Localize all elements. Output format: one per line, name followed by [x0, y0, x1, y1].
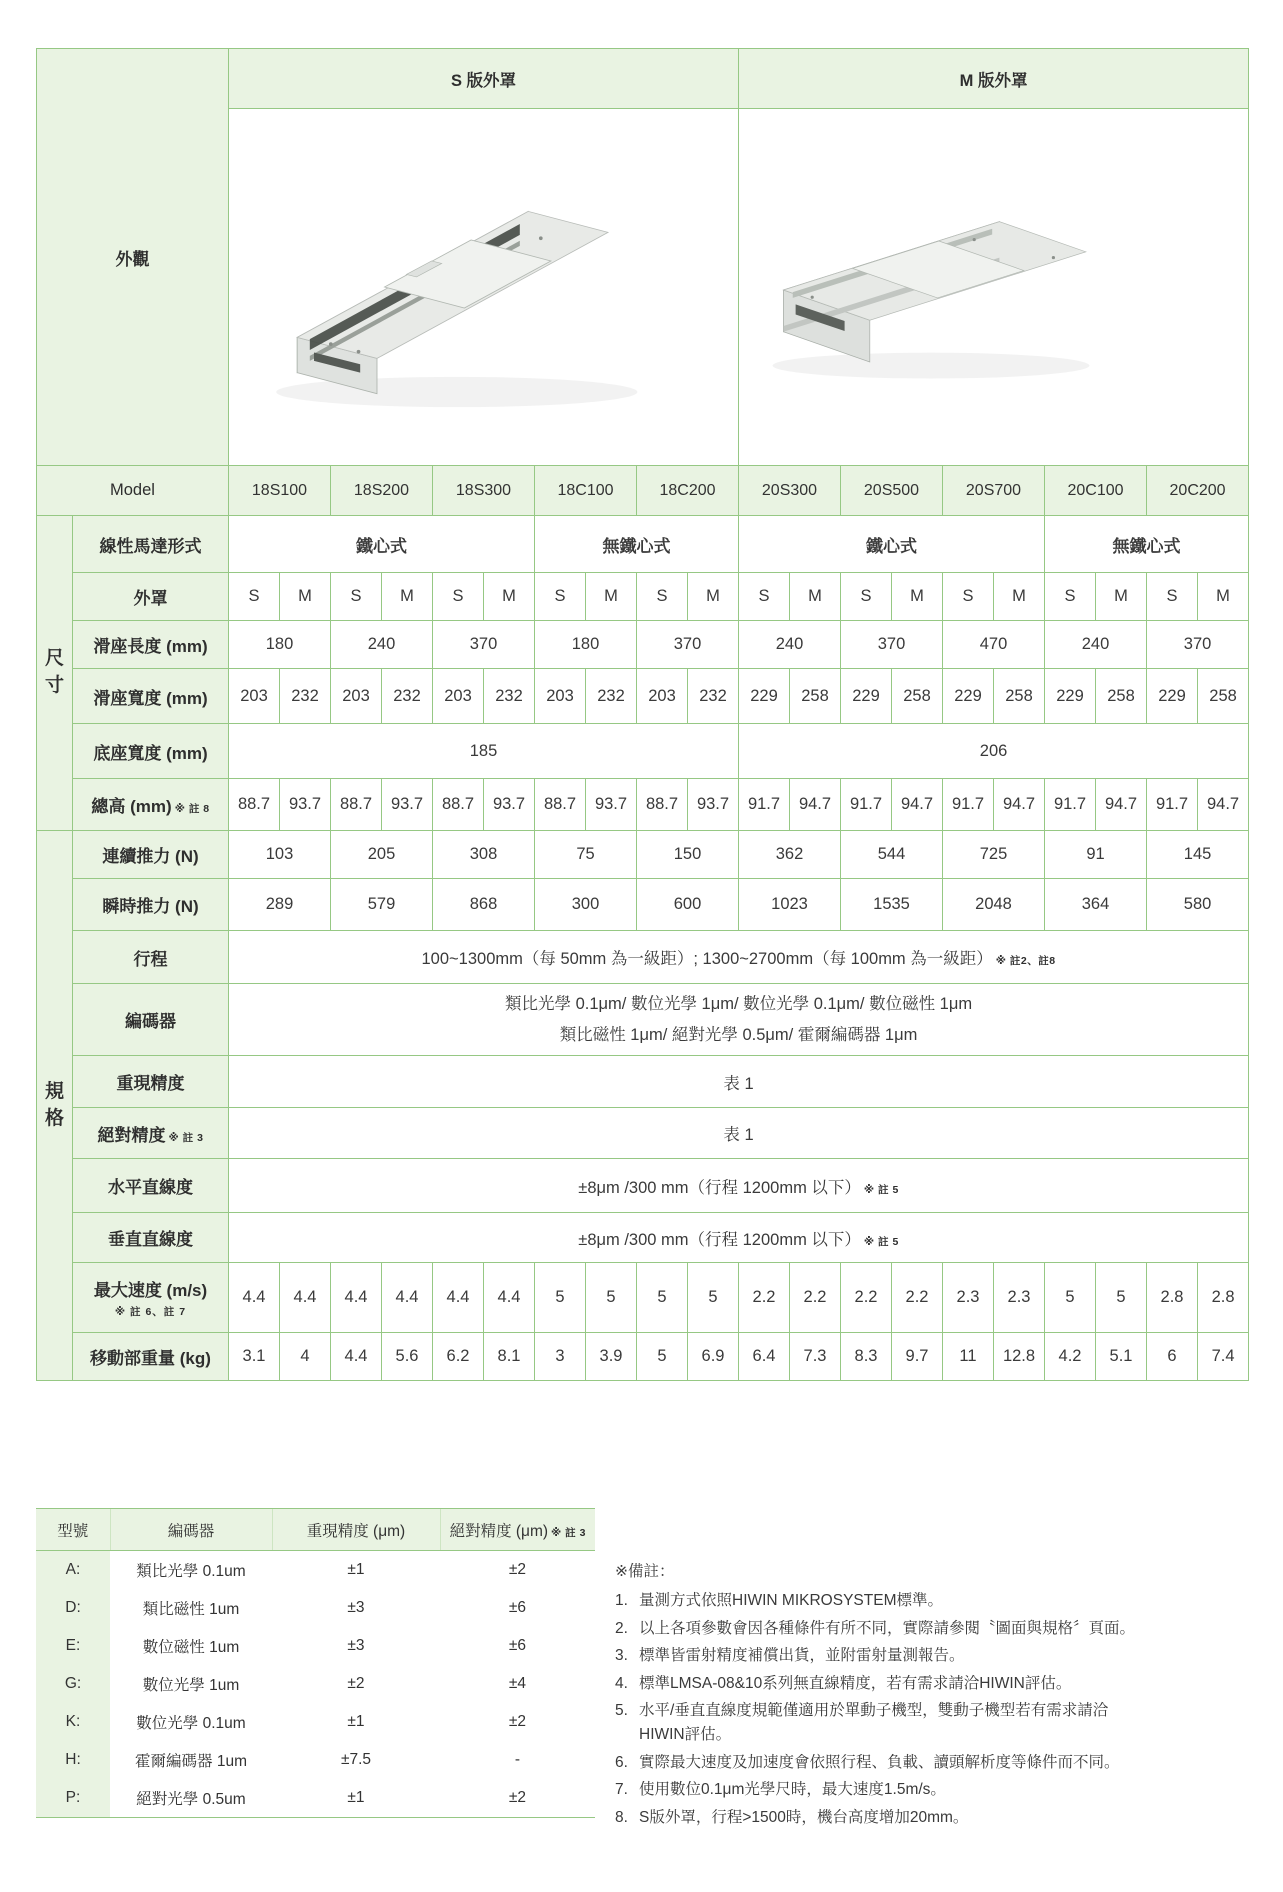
group-dimensions: 尺 寸 — [37, 516, 73, 831]
cell-slider_width-8: 203 — [637, 669, 688, 724]
encoder-table-header-note-3: ※ 註 3 — [551, 1526, 586, 1539]
cell-cover-1: M — [280, 573, 331, 621]
note-number-2: 2. — [615, 1619, 628, 1637]
cell-cover-16: S — [1045, 573, 1096, 621]
cell-max_speed-6: 5 — [535, 1263, 586, 1333]
cell-continuous_force-7: 725 — [943, 831, 1045, 879]
cell-max_speed-14: 2.3 — [943, 1263, 994, 1333]
cell-total_height-18: 91.7 — [1147, 779, 1198, 831]
cell-max_speed-8: 5 — [637, 1263, 688, 1333]
cell-slider_width-1: 232 — [280, 669, 331, 724]
row-label-encoder — [73, 984, 229, 1056]
cell-vertical_straightness-note: ※ 註 5 — [863, 1235, 899, 1248]
cell-slider_width-14: 229 — [943, 669, 994, 724]
cell-cover-18: S — [1147, 573, 1198, 621]
encoder-cell-5-3: - — [440, 1741, 595, 1779]
cell-moving_weight-6: 3 — [535, 1333, 586, 1381]
row-label-stroke — [73, 931, 229, 984]
cell-instant_force-5: 1023 — [739, 879, 841, 931]
cell-max_speed-3: 4.4 — [382, 1263, 433, 1333]
s-cover-product-image — [251, 122, 671, 452]
cell-moving_weight-3: 5.6 — [382, 1333, 433, 1381]
cell-moving_weight-16: 4.2 — [1045, 1333, 1096, 1381]
encoder-cell-4-2: ±1 — [272, 1703, 440, 1741]
cell-encoder-line-0: 類比光學 0.1μm/ 數位光學 1μm/ 數位光學 0.1μm/ 數位磁性 1μm — [505, 994, 973, 1013]
cell-total_height-8: 88.7 — [637, 779, 688, 831]
cell-max_speed-10: 2.2 — [739, 1263, 790, 1333]
cell-cover-7: M — [586, 573, 637, 621]
cell-total_height-9: 93.7 — [688, 779, 739, 831]
cell-slider_length-6: 370 — [841, 621, 943, 669]
note-number-6: 6. — [615, 1753, 628, 1771]
cell-cover-12: S — [841, 573, 892, 621]
cell-slider_width-19: 258 — [1198, 669, 1249, 724]
cell-stroke — [229, 931, 1249, 984]
cell-cover-11: M — [790, 573, 841, 621]
row-label-text-absolute_accuracy: 絕對精度 — [97, 1125, 166, 1145]
encoder-table-header-label-1: 編碼器 — [167, 1522, 215, 1540]
encoder-table-row-3 — [36, 1665, 595, 1703]
cell-slider_length-4: 370 — [637, 621, 739, 669]
model-label: Model — [37, 466, 229, 516]
s-cover-product-photo — [229, 109, 739, 466]
encoder-cell-0-3: ±2 — [440, 1551, 595, 1590]
cell-slider_width-0: 203 — [229, 669, 280, 724]
note-number-4: 4. — [615, 1674, 628, 1692]
cell-slider_width-10: 229 — [739, 669, 790, 724]
cell-moving_weight-14: 11 — [943, 1333, 994, 1381]
encoder-cell-6-0: P: — [36, 1779, 110, 1818]
row-label-text-instant_force: 瞬時推力 (N) — [102, 897, 199, 916]
cell-moving_weight-12: 8.3 — [841, 1333, 892, 1381]
encoder-table-row-6 — [36, 1779, 595, 1818]
cell-total_height-0: 88.7 — [229, 779, 280, 831]
cell-total_height-11: 94.7 — [790, 779, 841, 831]
encoder-table-header-label-2: 重現精度 (μm) — [306, 1522, 406, 1540]
cell-slider_length-3: 180 — [535, 621, 637, 669]
note-item-1 — [615, 1589, 1145, 1613]
encoder-cell-4-3: ±2 — [440, 1703, 595, 1741]
encoder-cell-2-3: ±6 — [440, 1627, 595, 1665]
cell-moving_weight-18: 6 — [1147, 1333, 1198, 1381]
cell-total_height-6: 88.7 — [535, 779, 586, 831]
encoder-table-row-2 — [36, 1627, 595, 1665]
model-20C100: 20C100 — [1045, 466, 1147, 516]
cell-slider_length-2: 370 — [433, 621, 535, 669]
encoder-cell-3-0: G: — [36, 1665, 110, 1703]
cell-continuous_force-1: 205 — [331, 831, 433, 879]
cell-max_speed-2: 4.4 — [331, 1263, 382, 1333]
cell-total_height-14: 91.7 — [943, 779, 994, 831]
cell-motor_type-1: 無鐵心式 — [535, 516, 739, 573]
cell-max_speed-11: 2.2 — [790, 1263, 841, 1333]
model-20S700: 20S700 — [943, 466, 1045, 516]
row-label-absolute_accuracy — [73, 1108, 229, 1159]
appearance-label: 外觀 — [37, 49, 229, 466]
row-label-note-total_height: ※ 註 8 — [174, 803, 210, 815]
cell-moving_weight-10: 6.4 — [739, 1333, 790, 1381]
row-label-max_speed — [73, 1263, 229, 1333]
cell-slider_length-1: 240 — [331, 621, 433, 669]
row-label-text-total_height: 總高 (mm) — [91, 797, 172, 816]
note-text-3: 標準皆雷射精度補償出貨，並附雷射量測報告。 — [639, 1647, 965, 1664]
cell-total_height-17: 94.7 — [1096, 779, 1147, 831]
encoder-table-header-3 — [440, 1509, 595, 1551]
cell-slider_width-9: 232 — [688, 669, 739, 724]
main-spec-table — [36, 48, 1249, 1381]
cell-max_speed-12: 2.2 — [841, 1263, 892, 1333]
row-label-base_width — [73, 724, 229, 779]
note-text-2: 以上各項參數會因各種條件有所不同，實際請參閱〝圖面與規格〞頁面。 — [639, 1619, 1136, 1637]
note-text-1: 量測方式依照HIWIN MIKROSYSTEM標準。 — [639, 1592, 943, 1609]
encoder-table-header-2 — [272, 1509, 440, 1551]
encoder-cell-5-2: ±7.5 — [272, 1741, 440, 1779]
cell-slider_width-2: 203 — [331, 669, 382, 724]
model-18S300: 18S300 — [433, 466, 535, 516]
cell-slider_width-5: 232 — [484, 669, 535, 724]
model-20C200: 20C200 — [1147, 466, 1249, 516]
note-item-5 — [615, 1699, 1145, 1747]
cell-moving_weight-11: 7.3 — [790, 1333, 841, 1381]
note-number-1: 1. — [615, 1592, 628, 1609]
cell-continuous_force-0: 103 — [229, 831, 331, 879]
cell-instant_force-0: 289 — [229, 879, 331, 931]
encoder-cell-0-2: ±1 — [272, 1551, 440, 1590]
cell-continuous_force-6: 544 — [841, 831, 943, 879]
cell-total_height-3: 93.7 — [382, 779, 433, 831]
row-label-text-cover: 外罩 — [133, 589, 168, 608]
encoder-cell-2-0: E: — [36, 1627, 110, 1665]
row-label-text-motor_type: 線性馬達形式 — [99, 536, 202, 556]
cell-max_speed-0: 4.4 — [229, 1263, 280, 1333]
row-label-repeatability — [73, 1056, 229, 1108]
cell-max_speed-4: 4.4 — [433, 1263, 484, 1333]
row-label-instant_force — [73, 879, 229, 931]
cell-base_width-0: 185 — [229, 724, 739, 779]
cell-continuous_force-2: 308 — [433, 831, 535, 879]
row-label-horizontal_straightness — [73, 1159, 229, 1213]
cell-total_height-13: 94.7 — [892, 779, 943, 831]
cell-slider_width-15: 258 — [994, 669, 1045, 724]
cell-total_height-1: 93.7 — [280, 779, 331, 831]
encoder-cell-0-1: 類比光學 0.1um — [110, 1551, 272, 1590]
encoder-table-header-1 — [110, 1509, 272, 1551]
row-label-text-horizontal_straightness: 水平直線度 — [108, 1178, 193, 1197]
cell-moving_weight-17: 5.1 — [1096, 1333, 1147, 1381]
cell-max_speed-17: 5 — [1096, 1263, 1147, 1333]
m-cover-header: M 版外罩 — [739, 49, 1249, 109]
encoder-cell-6-1: 絕對光學 0.5um — [110, 1779, 272, 1818]
row-label-note-absolute_accuracy: ※ 註 3 — [168, 1131, 204, 1144]
cell-cover-9: M — [688, 573, 739, 621]
model-18S100: 18S100 — [229, 466, 331, 516]
cell-max_speed-16: 5 — [1045, 1263, 1096, 1333]
cell-instant_force-6: 1535 — [841, 879, 943, 931]
row-label-text-slider_width: 滑座寬度 (mm) — [93, 688, 208, 708]
encoder-table-header-label-0: 型號 — [57, 1522, 89, 1540]
note-item-4 — [615, 1672, 1145, 1696]
cell-total_height-2: 88.7 — [331, 779, 382, 831]
cell-cover-8: S — [637, 573, 688, 621]
cell-slider_width-11: 258 — [790, 669, 841, 724]
row-label-motor_type — [73, 516, 229, 573]
encoder-cell-6-2: ±1 — [272, 1779, 440, 1818]
cell-cover-10: S — [739, 573, 790, 621]
cell-moving_weight-1: 4 — [280, 1333, 331, 1381]
encoder-table-row-4 — [36, 1703, 595, 1741]
encoder-cell-4-0: K: — [36, 1703, 110, 1741]
notes-block — [615, 1560, 1145, 1833]
model-18C200: 18C200 — [637, 466, 739, 516]
note-item-3 — [615, 1644, 1145, 1668]
cell-total_height-15: 94.7 — [994, 779, 1045, 831]
encoder-cell-5-0: H: — [36, 1741, 110, 1779]
encoder-table-row-0 — [36, 1551, 595, 1590]
cell-continuous_force-5: 362 — [739, 831, 841, 879]
note-text-8: S版外罩，行程>1500時，機台高度增加20mm。 — [639, 1808, 969, 1826]
note-text-4: 標準LMSA-08&10系列無直線精度，若有需求請洽HIWIN評估。 — [639, 1674, 1072, 1692]
cell-instant_force-3: 300 — [535, 879, 637, 931]
cell-horizontal_straightness — [229, 1159, 1249, 1213]
row-label-continuous_force — [73, 831, 229, 879]
cell-horizontal_straightness-text: ±8μm /300 mm（行程 1200mm 以下） — [578, 1178, 861, 1197]
cell-motor_type-2: 鐵心式 — [739, 516, 1045, 573]
cell-vertical_straightness-text: ±8μm /300 mm（行程 1200mm 以下） — [578, 1230, 861, 1249]
cell-moving_weight-15: 12.8 — [994, 1333, 1045, 1381]
cell-instant_force-7: 2048 — [943, 879, 1045, 931]
row-label-cover — [73, 573, 229, 621]
encoder-cell-3-1: 數位光學 1um — [110, 1665, 272, 1703]
notes-list — [615, 1589, 1145, 1830]
cell-continuous_force-3: 75 — [535, 831, 637, 879]
cell-moving_weight-7: 3.9 — [586, 1333, 637, 1381]
note-text-7: 使用數位0.1μm光學尺時，最大速度1.5m/s。 — [639, 1781, 946, 1798]
encoder-cell-6-3: ±2 — [440, 1779, 595, 1818]
cell-moving_weight-8: 5 — [637, 1333, 688, 1381]
row-label-moving_weight — [73, 1333, 229, 1381]
note-text-5: 水平/垂直直線度規範僅適用於單動子機型，雙動子機型若有需求請洽 HIWIN評估。 — [639, 1702, 1109, 1743]
cell-continuous_force-4: 150 — [637, 831, 739, 879]
cell-moving_weight-13: 9.7 — [892, 1333, 943, 1381]
cell-max_speed-18: 2.8 — [1147, 1263, 1198, 1333]
cell-cover-4: S — [433, 573, 484, 621]
encoder-cell-4-1: 數位光學 0.1um — [110, 1703, 272, 1741]
m-cover-product-image — [751, 147, 1111, 397]
cell-absolute_accuracy — [229, 1108, 1249, 1159]
note-number-8: 8. — [615, 1808, 628, 1826]
cell-cover-19: M — [1198, 573, 1249, 621]
row-label-text-moving_weight: 移動部重量 (kg) — [90, 1349, 211, 1368]
cell-instant_force-2: 868 — [433, 879, 535, 931]
cell-slider_width-16: 229 — [1045, 669, 1096, 724]
cell-total_height-4: 88.7 — [433, 779, 484, 831]
model-18C100: 18C100 — [535, 466, 637, 516]
cell-slider_length-5: 240 — [739, 621, 841, 669]
cell-cover-0: S — [229, 573, 280, 621]
cell-moving_weight-5: 8.1 — [484, 1333, 535, 1381]
cell-slider_width-17: 258 — [1096, 669, 1147, 724]
encoder-cell-1-2: ±3 — [272, 1589, 440, 1627]
cell-total_height-7: 93.7 — [586, 779, 637, 831]
note-item-8 — [615, 1806, 1145, 1830]
note-text-6: 實際最大速度及加速度會依照行程、負載、讀頭解析度等條件而不同。 — [639, 1753, 1120, 1771]
cell-slider_width-18: 229 — [1147, 669, 1198, 724]
cell-instant_force-9: 580 — [1147, 879, 1249, 931]
cell-stroke-text: 100~1300mm（每 50mm 為一級距）; 1300~2700mm（每 100mm 為一級距） — [421, 950, 993, 968]
cell-instant_force-4: 600 — [637, 879, 739, 931]
row-label-text-base_width: 底座寬度 (mm) — [93, 743, 208, 763]
row-label-text-vertical_straightness: 垂直直線度 — [108, 1230, 193, 1249]
cell-base_width-1: 206 — [739, 724, 1249, 779]
note-number-7: 7. — [615, 1781, 628, 1798]
cell-max_speed-9: 5 — [688, 1263, 739, 1333]
row-label-slider_length — [73, 621, 229, 669]
cell-cover-14: S — [943, 573, 994, 621]
cell-cover-13: M — [892, 573, 943, 621]
encoder-cell-3-2: ±2 — [272, 1665, 440, 1703]
cell-encoder-line-1: 類比磁性 1μm/ 絕對光學 0.5μm/ 霍爾編碼器 1μm — [559, 1025, 918, 1044]
cell-continuous_force-9: 145 — [1147, 831, 1249, 879]
cell-slider_length-0: 180 — [229, 621, 331, 669]
cell-slider_width-7: 232 — [586, 669, 637, 724]
cell-slider_width-6: 203 — [535, 669, 586, 724]
note-item-6 — [615, 1751, 1145, 1775]
encoder-table-row-5 — [36, 1741, 595, 1779]
cell-max_speed-7: 5 — [586, 1263, 637, 1333]
encoder-table-row-1 — [36, 1589, 595, 1627]
cell-slider_length-8: 240 — [1045, 621, 1147, 669]
cell-moving_weight-4: 6.2 — [433, 1333, 484, 1381]
cell-max_speed-1: 4.4 — [280, 1263, 331, 1333]
cell-horizontal_straightness-note: ※ 註 5 — [863, 1183, 899, 1196]
cell-encoder — [229, 984, 1249, 1056]
row-label-slider_width — [73, 669, 229, 724]
notes-title: ※備註： — [615, 1563, 675, 1580]
cell-cover-17: M — [1096, 573, 1147, 621]
encoder-cell-0-0: A: — [36, 1551, 110, 1590]
encoder-cell-3-3: ±4 — [440, 1665, 595, 1703]
cell-cover-5: M — [484, 573, 535, 621]
model-20S300: 20S300 — [739, 466, 841, 516]
cell-max_speed-15: 2.3 — [994, 1263, 1045, 1333]
cell-slider_width-3: 232 — [382, 669, 433, 724]
cell-total_height-19: 94.7 — [1198, 779, 1249, 831]
cell-slider_width-13: 258 — [892, 669, 943, 724]
cell-instant_force-8: 364 — [1045, 879, 1147, 931]
encoder-cell-5-1: 霍爾編碼器 1um — [110, 1741, 272, 1779]
row-label-text-continuous_force: 連續推力 (N) — [102, 847, 199, 866]
note-number-3: 3. — [615, 1647, 628, 1664]
cell-instant_force-1: 579 — [331, 879, 433, 931]
row-label-vertical_straightness — [73, 1213, 229, 1263]
cell-slider_width-4: 203 — [433, 669, 484, 724]
note-item-2 — [615, 1617, 1145, 1641]
cell-cover-2: S — [331, 573, 382, 621]
note-item-7 — [615, 1778, 1145, 1802]
cell-cover-6: S — [535, 573, 586, 621]
cell-slider_width-12: 229 — [841, 669, 892, 724]
cell-absolute_accuracy-text: 表 1 — [723, 1126, 754, 1144]
row-label-text-repeatability: 重現精度 — [116, 1074, 185, 1093]
cell-repeatability-text: 表 1 — [723, 1074, 754, 1093]
cell-max_speed-5: 4.4 — [484, 1263, 535, 1333]
encoder-cell-2-2: ±3 — [272, 1627, 440, 1665]
model-20S500: 20S500 — [841, 466, 943, 516]
s-cover-header: S 版外罩 — [229, 49, 739, 109]
cell-stroke-note: ※ 註2、註8 — [995, 955, 1056, 967]
cell-moving_weight-2: 4.4 — [331, 1333, 382, 1381]
cell-moving_weight-19: 7.4 — [1198, 1333, 1249, 1381]
row-label-text-max_speed: 最大速度 (m/s) — [93, 1281, 208, 1300]
note-number-5: 5. — [615, 1702, 628, 1719]
encoder-accuracy-table — [36, 1508, 595, 1818]
cell-moving_weight-9: 6.9 — [688, 1333, 739, 1381]
cell-total_height-10: 91.7 — [739, 779, 790, 831]
encoder-cell-1-1: 類比磁性 1um — [110, 1589, 272, 1627]
row-label-text-stroke: 行程 — [133, 949, 168, 969]
cell-motor_type-0: 鐵心式 — [229, 516, 535, 573]
row-label-note-max_speed: ※ 註 6、註 7 — [114, 1306, 187, 1318]
group-specifications: 規 格 — [37, 831, 73, 1381]
model-18S200: 18S200 — [331, 466, 433, 516]
cell-moving_weight-0: 3.1 — [229, 1333, 280, 1381]
cell-continuous_force-8: 91 — [1045, 831, 1147, 879]
encoder-cell-1-0: D: — [36, 1589, 110, 1627]
cell-cover-15: M — [994, 573, 1045, 621]
cell-total_height-16: 91.7 — [1045, 779, 1096, 831]
cell-motor_type-3: 無鐵心式 — [1045, 516, 1249, 573]
cell-vertical_straightness — [229, 1213, 1249, 1263]
cell-slider_length-7: 470 — [943, 621, 1045, 669]
encoder-table-header-0 — [36, 1509, 110, 1551]
encoder-cell-1-3: ±6 — [440, 1589, 595, 1627]
m-cover-product-photo — [739, 109, 1249, 466]
cell-total_height-5: 93.7 — [484, 779, 535, 831]
cell-max_speed-19: 2.8 — [1198, 1263, 1249, 1333]
encoder-table-header-label-3: 絕對精度 (μm) — [449, 1522, 549, 1540]
cell-repeatability — [229, 1056, 1249, 1108]
row-label-text-slider_length: 滑座長度 (mm) — [93, 637, 208, 656]
cell-max_speed-13: 2.2 — [892, 1263, 943, 1333]
encoder-cell-2-1: 數位磁性 1um — [110, 1627, 272, 1665]
cell-total_height-12: 91.7 — [841, 779, 892, 831]
row-label-total_height — [73, 779, 229, 831]
cell-slider_length-9: 370 — [1147, 621, 1249, 669]
row-label-text-encoder: 編碼器 — [125, 1012, 176, 1031]
cell-cover-3: M — [382, 573, 433, 621]
